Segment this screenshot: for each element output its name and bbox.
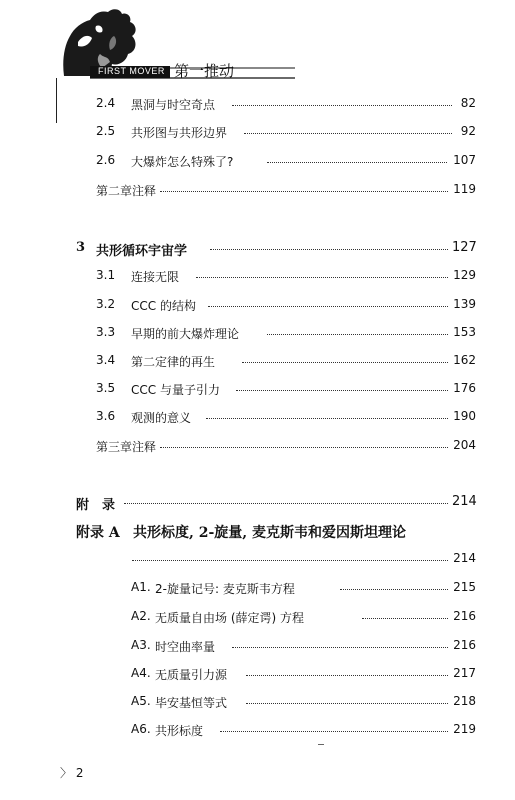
toc-entry-title: 黑洞与时空奇点: [131, 98, 216, 112]
toc-entry-number: 3.3: [96, 325, 116, 339]
dot-leader: [236, 390, 448, 391]
toc-entry-number: A1.: [131, 580, 151, 594]
dot-leader: [220, 731, 448, 732]
toc-entry-number: A4.: [131, 666, 151, 680]
toc-entry-page: 127: [452, 240, 477, 255]
toc-chapter-title: 共形循环宇宙学: [96, 244, 188, 259]
toc-entry-number: A6.: [131, 722, 151, 736]
footer-bracket-mark: 〉: [60, 766, 73, 780]
dot-leader: [246, 675, 448, 676]
toc-entry-title: 观测的意义: [131, 411, 192, 425]
toc-entry-page: 129: [453, 268, 476, 282]
toc-entry-number: 2.5: [96, 124, 116, 138]
series-name-chinese: 第一推动: [174, 62, 235, 80]
page-number: 2: [75, 766, 84, 780]
toc-entry-title: 无质量引力源: [155, 668, 228, 682]
toc-entry-page: 216: [453, 638, 476, 652]
toc-entry-title: 共形图与共形边界: [131, 126, 228, 140]
dot-leader: [132, 560, 448, 561]
dot-leader: [124, 503, 448, 504]
toc-entry-page: 214: [452, 494, 477, 509]
toc-entry-number: 3.2: [96, 297, 116, 311]
toc-entry-title: 第二定律的再生: [131, 355, 216, 369]
toc-entry-page: 139: [453, 297, 476, 311]
dot-leader: [267, 334, 448, 335]
toc-entry-number: 2.6: [96, 153, 116, 167]
toc-appendix-label: 附录 A: [76, 525, 120, 541]
toc-entry-title: 第三章注释: [96, 440, 157, 454]
toc-appendix-title: 附 录: [76, 498, 116, 513]
toc-entry-page: 176: [453, 381, 476, 395]
dot-leader: [246, 703, 448, 704]
toc-entry-title: 大爆炸怎么特殊了?: [131, 155, 234, 169]
dot-leader: [267, 162, 447, 163]
toc-entry-title: 连接无限: [131, 270, 180, 284]
dot-leader: [340, 589, 448, 590]
toc-entry-title: 时空曲率量: [155, 640, 216, 654]
dot-leader: [232, 105, 452, 106]
toc-appendix-title: 共形标度, 2-旋量, 麦克斯韦和爱因斯坦理论: [133, 525, 407, 541]
toc-entry-page: 219: [453, 722, 476, 736]
toc-entry-title: 共形标度: [155, 724, 204, 738]
toc-entry-page: 162: [453, 353, 476, 367]
dot-leader: [208, 306, 448, 307]
toc-entry-page: 107: [453, 153, 476, 167]
dot-leader: [362, 618, 448, 619]
toc-entry-title: CCC 的结构: [131, 299, 196, 313]
toc-entry-title: 早期的前大爆炸理论: [131, 327, 240, 341]
toc-entry-page: 215: [453, 580, 476, 594]
toc-entry-title: 2-旋量记号: 麦克斯韦方程: [155, 582, 295, 596]
toc-entry-number: A5.: [131, 694, 151, 708]
toc-entry-number: 2.4: [96, 96, 116, 110]
toc-entry-title: 第二章注释: [96, 184, 157, 198]
dot-leader: [206, 418, 448, 419]
toc-entry-page: 217: [453, 666, 476, 680]
dot-leader: [244, 133, 452, 134]
toc-entry-page: 190: [453, 409, 476, 423]
toc-entry-page: 216: [453, 609, 476, 623]
toc-entry-number: 3.4: [96, 353, 116, 367]
toc-entry-page: 92: [460, 124, 476, 138]
page-tick-mark: [318, 744, 324, 745]
toc-entry-page: 204: [453, 438, 476, 452]
toc-entry-number: 3.1: [96, 268, 116, 282]
series-banner: [90, 64, 295, 80]
toc-entry-page: 82: [460, 96, 476, 110]
dot-leader: [196, 277, 448, 278]
toc-chapter-number: 3: [76, 240, 86, 255]
dot-leader: [160, 447, 448, 448]
dot-leader: [232, 647, 448, 648]
toc-entry-page: 218: [453, 694, 476, 708]
margin-rule: [56, 78, 57, 123]
toc-entry-number: A3.: [131, 638, 151, 652]
toc-entry-page: 153: [453, 325, 476, 339]
toc-entry-page: 214: [453, 551, 476, 565]
toc-entry-number: A2.: [131, 609, 151, 623]
toc-entry-page: 119: [453, 182, 476, 196]
dot-leader: [242, 362, 448, 363]
page-footer: [60, 764, 83, 781]
toc-entry-title: CCC 与量子引力: [131, 383, 220, 397]
toc-entry-number: 3.5: [96, 381, 116, 395]
dot-leader: [160, 191, 448, 192]
dot-leader: [210, 249, 448, 250]
series-name-english: FIRST MOVER: [98, 66, 165, 76]
toc-entry-title: 毕安基恒等式: [155, 696, 228, 710]
toc-entry-title: 无质量自由场 (薛定谔) 方程: [155, 611, 304, 625]
toc-entry-number: 3.6: [96, 409, 116, 423]
